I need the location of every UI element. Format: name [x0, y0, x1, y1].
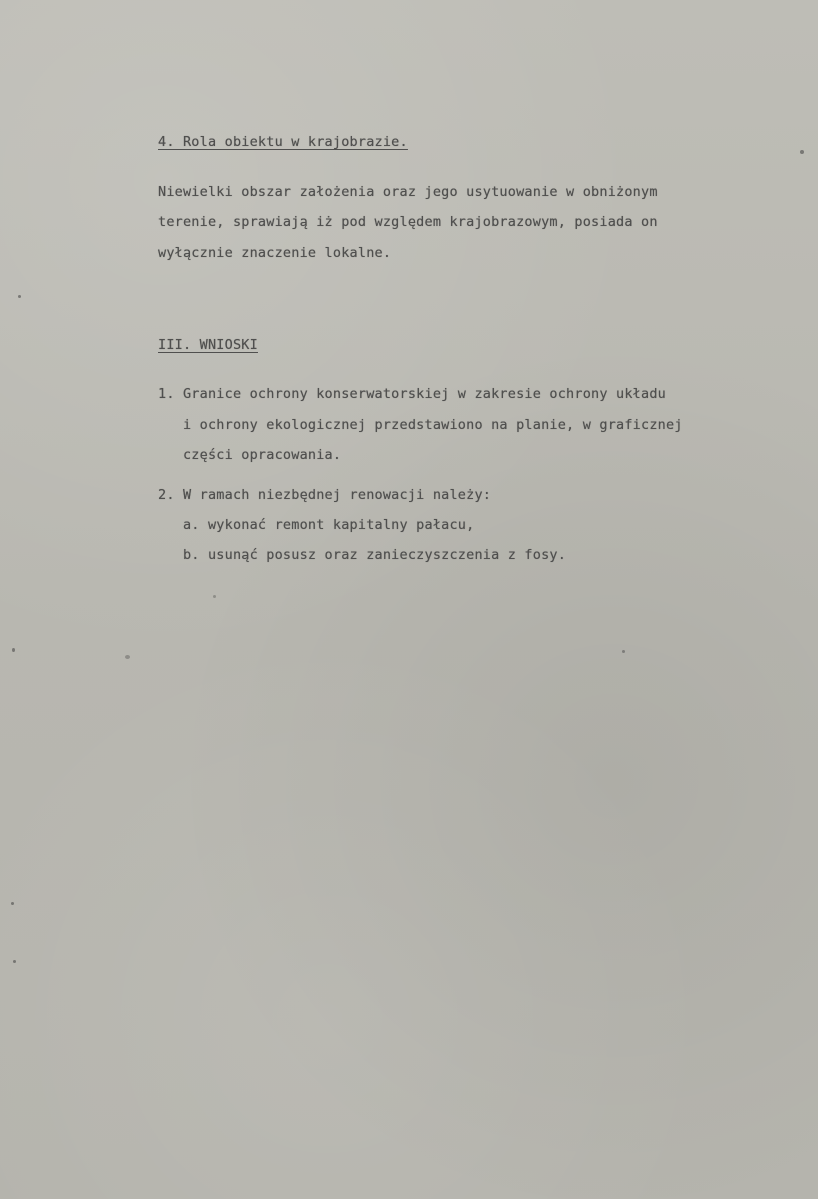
speck — [622, 650, 625, 653]
speck — [11, 902, 14, 905]
item-1-line-2: i ochrony ekologicznej przedstawiono na planie, w graficznej — [158, 417, 683, 433]
section-4-heading: 4. Rola obiektu w krajobrazie. — [158, 134, 408, 150]
section-4-line-1: Niewielki obszar założenia oraz jego usytuowanie w obniżonym — [158, 184, 658, 200]
section-4-line-2: terenie, sprawiają iż pod względem krajobrazowym, posiada on — [158, 214, 658, 230]
item-1-line-1: 1. Granice ochrony konserwatorskiej w zakresie ochrony układu — [158, 386, 666, 402]
section-4-line-3: wyłącznie znaczenie lokalne. — [158, 245, 392, 261]
speck — [13, 960, 16, 963]
speck — [800, 150, 804, 154]
item-2-line-3: b. usunąć posusz oraz zanieczyszczenia z fosy. — [158, 547, 567, 563]
item-1-line-3: części opracowania. — [158, 447, 342, 463]
section-iii-heading: III. WNIOSKI — [158, 337, 258, 353]
item-2-line-1: 2. W ramach niezbędnej renowacji należy: — [158, 487, 492, 503]
speck — [18, 295, 21, 298]
speck — [12, 648, 15, 652]
speck — [213, 595, 216, 598]
item-2-line-2: a. wykonać remont kapitalny pałacu, — [158, 517, 475, 533]
speck — [125, 655, 130, 659]
